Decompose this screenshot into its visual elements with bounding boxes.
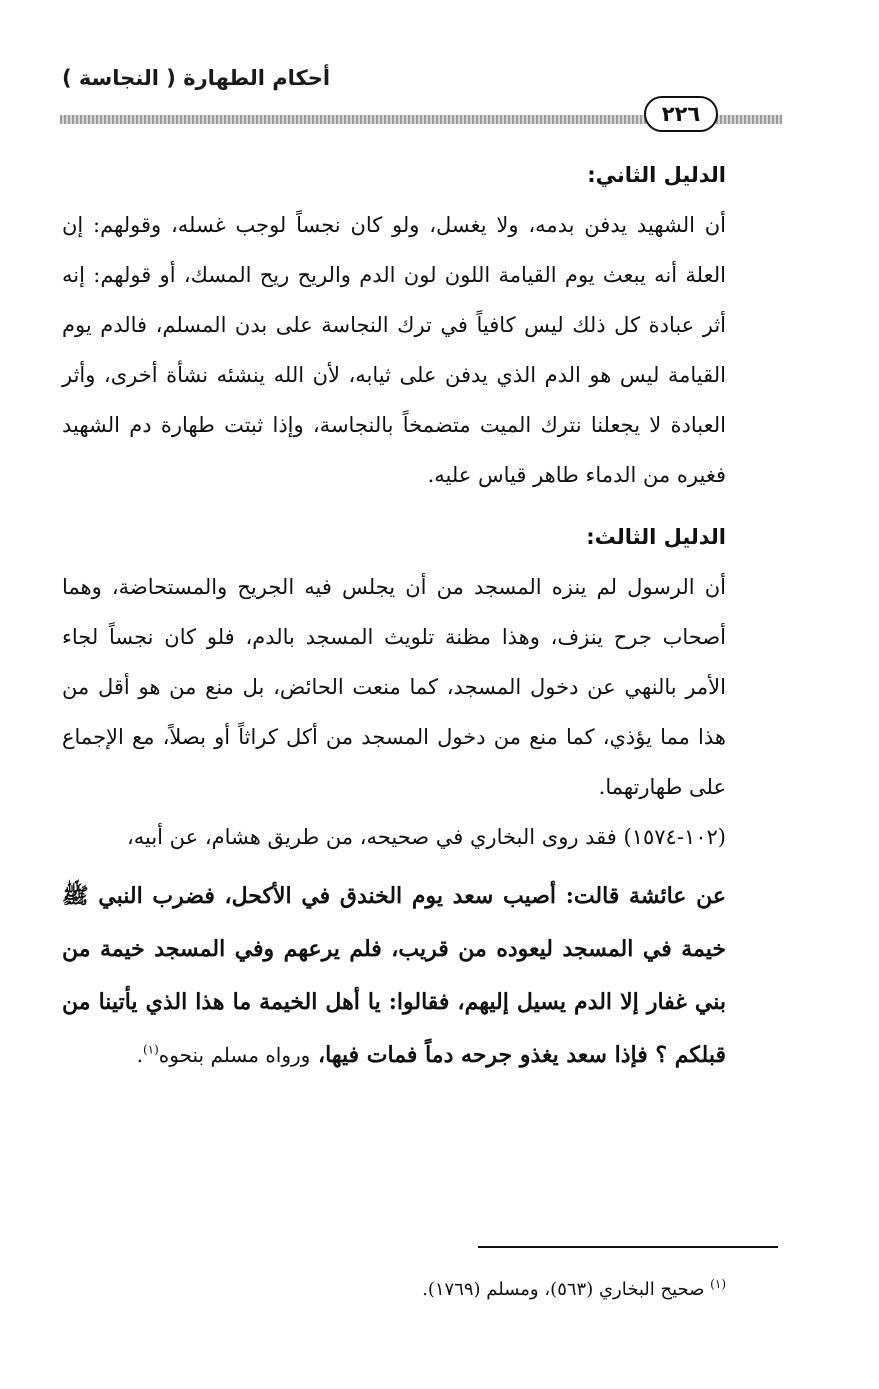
paragraph-second-evidence: أن الشهيد يدفن بدمه، ولا يغسل، ولو كان نجساً لوجب غسله، وقولهم: إن العلة أنه يبعث يوم القيامة اللون لون الدم والريح ريح المسك، أو قولهم: إنه أثر عبادة كل ذلك ليس كافياً في ترك النجاسة على بدن المسلم، فالدم يوم القيامة ليس هو الدم الذي يدفن على ثيابه، لأن الله ينشئه نشأة أخرى، وأثر العبادة لا يجعلنا نترك الميت متضمخاً بالنجاسة، وإذا ثبتت طهارة دم الشهيد فغيره من الدماء طاهر قياس عليه. (62, 213, 726, 487)
hadith-end-period: . (136, 1043, 143, 1067)
hadith-muslim-note: ورواه مسلم بنحوه (158, 1043, 311, 1067)
footnote (240, 1275, 726, 1305)
footnote-text: صحيح البخاري (٥٦٣)، ومسلم (١٧٦٩). (422, 1279, 705, 1300)
header-rule-right (712, 115, 782, 124)
header-rule-left (60, 115, 648, 124)
page-body (62, 150, 726, 1082)
running-header-title: أحكام الطهارة ( النجاسة ) (62, 66, 331, 90)
paragraph-third-evidence: أن الرسول لم ينزه المسجد من أن يجلس فيه الجريح والمستحاضة، وهما أصحاب جرح ينزف، وهذا مظنة تلويث المسجد بالدم، فلو كان نجساً لجاء الأمر بالنهي عن دخول المسجد، كما منعت الحائض، بل منع من هو أقل من هذا مما يؤذي، كما منع من دخول المسجد من أكل كراثاً أو بصلاً، مع الإجماع على طهارتهما. (62, 575, 726, 799)
footnote-separator (478, 1246, 778, 1248)
section-heading-second-evidence: الدليل الثاني: (587, 163, 726, 187)
section-gap (62, 500, 726, 512)
hadith-chain-intro: (١٠٢-١٥٧٤) فقد روى البخاري في صحيحه، من طريق هشام، عن أبيه، (126, 825, 726, 849)
hadith-text (62, 870, 726, 1082)
section-heading-third-evidence: الدليل الثالث: (586, 525, 726, 549)
page-number-badge: ٢٢٦ (644, 96, 718, 132)
hadith-body: عن عائشة قالت: أصيب سعد يوم الخندق في الأكحل، فضرب النبي ﷺ خيمة في المسجد ليعوده من قريب، فلم يرعهم وفي المسجد خيمة من بني غفار إلا الدم يسيل إليهم، فقالوا: يا أهل الخيمة ما هذا الذي يأتينا من قبلكم ؟ فإذا سعد يغذو جرحه دماً فمات فيها، (62, 883, 726, 1068)
footnote-marker: (١) (710, 1277, 726, 1291)
footnote-reference: (١) (142, 1042, 159, 1057)
